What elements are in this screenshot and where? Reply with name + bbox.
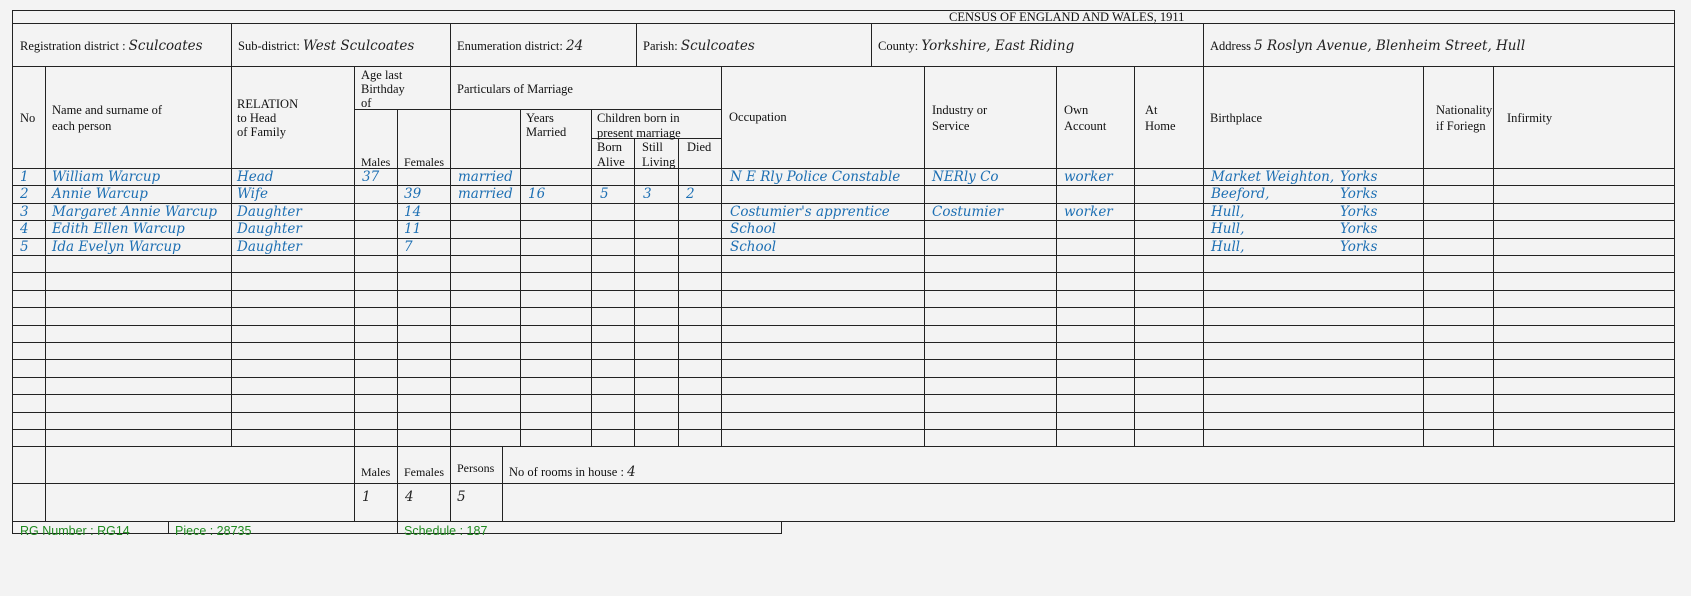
col-header-children-2: present marriage — [597, 126, 681, 140]
row-no: 1 — [20, 169, 29, 185]
grid-line — [12, 429, 1675, 430]
row-occupation: Costumier's apprentice — [730, 203, 890, 220]
row-birth-county: Yorks — [1340, 221, 1378, 238]
row-name: Annie Warcup — [52, 186, 148, 203]
col-header-no: No — [20, 111, 36, 125]
col-header-infirmity: Infirmity — [1507, 111, 1553, 125]
grid-line — [591, 109, 592, 447]
col-header-home-2: Home — [1145, 119, 1176, 133]
totals-males-label: Males — [361, 465, 391, 479]
row-birth-county: Yorks — [1340, 186, 1378, 203]
row-relation: Daughter — [237, 221, 302, 238]
registration-value: Sculcoates — [128, 38, 203, 54]
grid-line — [45, 446, 46, 522]
row-name: Ida Evelyn Warcup — [52, 238, 181, 255]
subdistrict-value: West Sculcoates — [302, 38, 415, 54]
col-header-females: Females — [404, 155, 444, 169]
grid-line — [1134, 66, 1135, 447]
row-female-age: 39 — [404, 186, 422, 203]
grid-line — [12, 394, 1675, 395]
grid-line — [636, 23, 637, 67]
grid-line — [1203, 66, 1204, 447]
grid-line — [12, 377, 1675, 378]
col-header-home-1: At — [1145, 103, 1158, 117]
row-name: Edith Ellen Warcup — [52, 221, 185, 238]
parish — [643, 39, 755, 53]
col-header-occupation: Occupation — [729, 110, 787, 124]
row-marriage: married — [458, 169, 513, 185]
col-header-marriage: Particulars of Marriage — [457, 82, 573, 96]
footer-piece: Piece : 28735 — [175, 524, 252, 538]
row-occupation: N E Rly Police Constable — [730, 169, 901, 185]
col-header-nationality-1: Nationality — [1436, 103, 1493, 117]
grid-line — [12, 342, 1675, 343]
row-relation: Daughter — [237, 238, 302, 255]
grid-line — [721, 66, 722, 447]
grid-line — [231, 66, 232, 447]
grid-line — [12, 66, 1675, 67]
row-own-account: worker — [1064, 169, 1113, 185]
rooms-label: No of rooms in house : — [509, 465, 624, 479]
row-still-living: 3 — [643, 186, 652, 203]
grid-line — [354, 66, 355, 447]
col-header-relation-3: of Family — [237, 125, 286, 139]
rooms — [509, 465, 636, 479]
col-header-nationality-2: if Foriegn — [1436, 119, 1486, 133]
row-name: William Warcup — [52, 169, 161, 185]
row-no: 4 — [20, 221, 29, 238]
census-form — [12, 10, 1674, 564]
grid-line — [231, 23, 232, 67]
row-birth-county: Yorks — [1340, 169, 1378, 185]
grid-line — [450, 23, 451, 67]
row-occupation: School — [730, 221, 777, 238]
col-header-age-1: Age last — [361, 68, 403, 82]
row-no: 5 — [20, 238, 29, 255]
col-header-children-1: Children born in — [597, 111, 680, 125]
grid-line — [924, 66, 925, 447]
grid-line — [168, 521, 169, 534]
grid-line — [1423, 66, 1424, 447]
grid-line — [1056, 66, 1057, 447]
grid-line — [12, 521, 1675, 522]
grid-line — [12, 290, 1675, 291]
col-header-name-1: Name and surname of — [52, 103, 163, 117]
row-industry: Costumier — [932, 203, 1004, 220]
totals-males-value: 1 — [362, 489, 371, 505]
row-birthplace: Hull, — [1211, 221, 1245, 238]
col-header-relation-1: RELATION — [237, 97, 299, 111]
grid-line — [1493, 66, 1494, 447]
row-female-age: 7 — [404, 238, 413, 255]
grid-line — [45, 66, 46, 447]
row-male-age: 37 — [362, 169, 380, 185]
grid-line — [450, 446, 451, 522]
row-birthplace: Hull, — [1211, 238, 1245, 255]
row-name: Margaret Annie Warcup — [52, 203, 218, 220]
subdistrict — [238, 39, 414, 53]
grid-line — [1203, 23, 1204, 67]
col-header-died: Died — [687, 140, 712, 154]
grid-line — [520, 109, 521, 447]
row-own-account: worker — [1064, 203, 1113, 220]
grid-line — [12, 255, 1675, 256]
col-header-own-1: Own — [1064, 103, 1089, 117]
totals-persons-label: Persons — [457, 461, 495, 475]
row-marriage: married — [458, 186, 513, 203]
totals-females-value: 4 — [405, 489, 414, 505]
footer-schedule: Schedule : 187 — [404, 524, 488, 538]
grid-line — [354, 446, 355, 522]
rooms-value: 4 — [627, 464, 636, 480]
col-header-still-1: Still — [642, 140, 663, 154]
registration-district — [20, 39, 203, 53]
grid-line — [450, 66, 451, 447]
form-title: CENSUS OF ENGLAND AND WALES, 1911 — [949, 10, 1185, 24]
enumeration-value: 24 — [566, 38, 584, 54]
grid-line — [12, 521, 13, 534]
grid-line — [12, 412, 1675, 413]
enumeration-district — [457, 39, 583, 53]
subdistrict-label: Sub-district: — [238, 39, 300, 53]
col-header-name-2: each person — [52, 119, 112, 133]
row-female-age: 14 — [404, 203, 422, 220]
col-header-relation-2: to Head — [237, 111, 277, 125]
grid-line — [397, 446, 398, 522]
address-value: 5 Roslyn Avenue, Blenheim Street, Hull — [1254, 38, 1526, 54]
col-header-born-2: Alive — [597, 155, 625, 169]
grid-line — [502, 446, 503, 522]
col-header-years-2: Married — [526, 125, 567, 139]
grid-line — [12, 272, 1675, 273]
grid-line — [12, 446, 1675, 447]
county-label: County: — [878, 39, 919, 53]
county-value: Yorkshire, East Riding — [921, 38, 1075, 54]
col-header-years-1: Years — [526, 111, 554, 125]
grid-line — [12, 23, 1675, 24]
col-header-birthplace: Birthplace — [1210, 111, 1263, 125]
address — [1210, 39, 1525, 53]
row-occupation: School — [730, 238, 777, 255]
grid-line — [397, 521, 398, 534]
col-header-still-2: Living — [642, 155, 676, 169]
row-no: 3 — [20, 203, 29, 220]
col-header-industry-1: Industry or — [932, 103, 988, 117]
row-birthplace: Market Weighton, — [1211, 169, 1335, 185]
registration-label: Registration district : — [20, 39, 126, 53]
parish-label: Parish: — [643, 39, 678, 53]
grid-line — [12, 359, 1675, 360]
row-birth-county: Yorks — [1340, 238, 1378, 255]
county — [878, 39, 1074, 53]
row-no: 2 — [20, 186, 29, 203]
row-born-alive: 5 — [600, 186, 609, 203]
grid-line — [12, 307, 1675, 308]
totals-persons-value: 5 — [457, 489, 466, 505]
col-header-age-2: Birthday — [361, 82, 405, 96]
address-label: Address — [1210, 39, 1251, 53]
grid-line — [397, 109, 398, 447]
col-header-born-1: Born — [597, 140, 622, 154]
grid-line — [12, 10, 1675, 11]
row-birth-county: Yorks — [1340, 203, 1378, 220]
grid-line — [450, 109, 722, 110]
parish-value: Sculcoates — [680, 38, 755, 54]
footer-rg-number: RG Number : RG14 — [20, 524, 130, 538]
col-header-age-3: of — [361, 96, 372, 110]
row-relation: Daughter — [237, 203, 302, 220]
row-relation: Wife — [237, 186, 268, 203]
col-header-own-2: Account — [1064, 119, 1107, 133]
totals-females-label: Females — [404, 465, 444, 479]
row-years-married: 16 — [528, 186, 546, 203]
col-header-males: Males — [361, 155, 391, 169]
enumeration-label: Enumeration district: — [457, 39, 563, 53]
grid-line — [781, 521, 782, 534]
row-female-age: 11 — [404, 221, 422, 238]
grid-line — [871, 23, 872, 67]
row-relation: Head — [237, 169, 274, 185]
row-industry: NERly Co — [932, 169, 999, 185]
col-header-industry-2: Service — [932, 119, 970, 133]
grid-line — [12, 325, 1675, 326]
row-died: 2 — [686, 186, 695, 203]
grid-line — [12, 483, 1675, 484]
row-birthplace: Beeford, — [1211, 186, 1270, 203]
row-birthplace: Hull, — [1211, 203, 1245, 220]
